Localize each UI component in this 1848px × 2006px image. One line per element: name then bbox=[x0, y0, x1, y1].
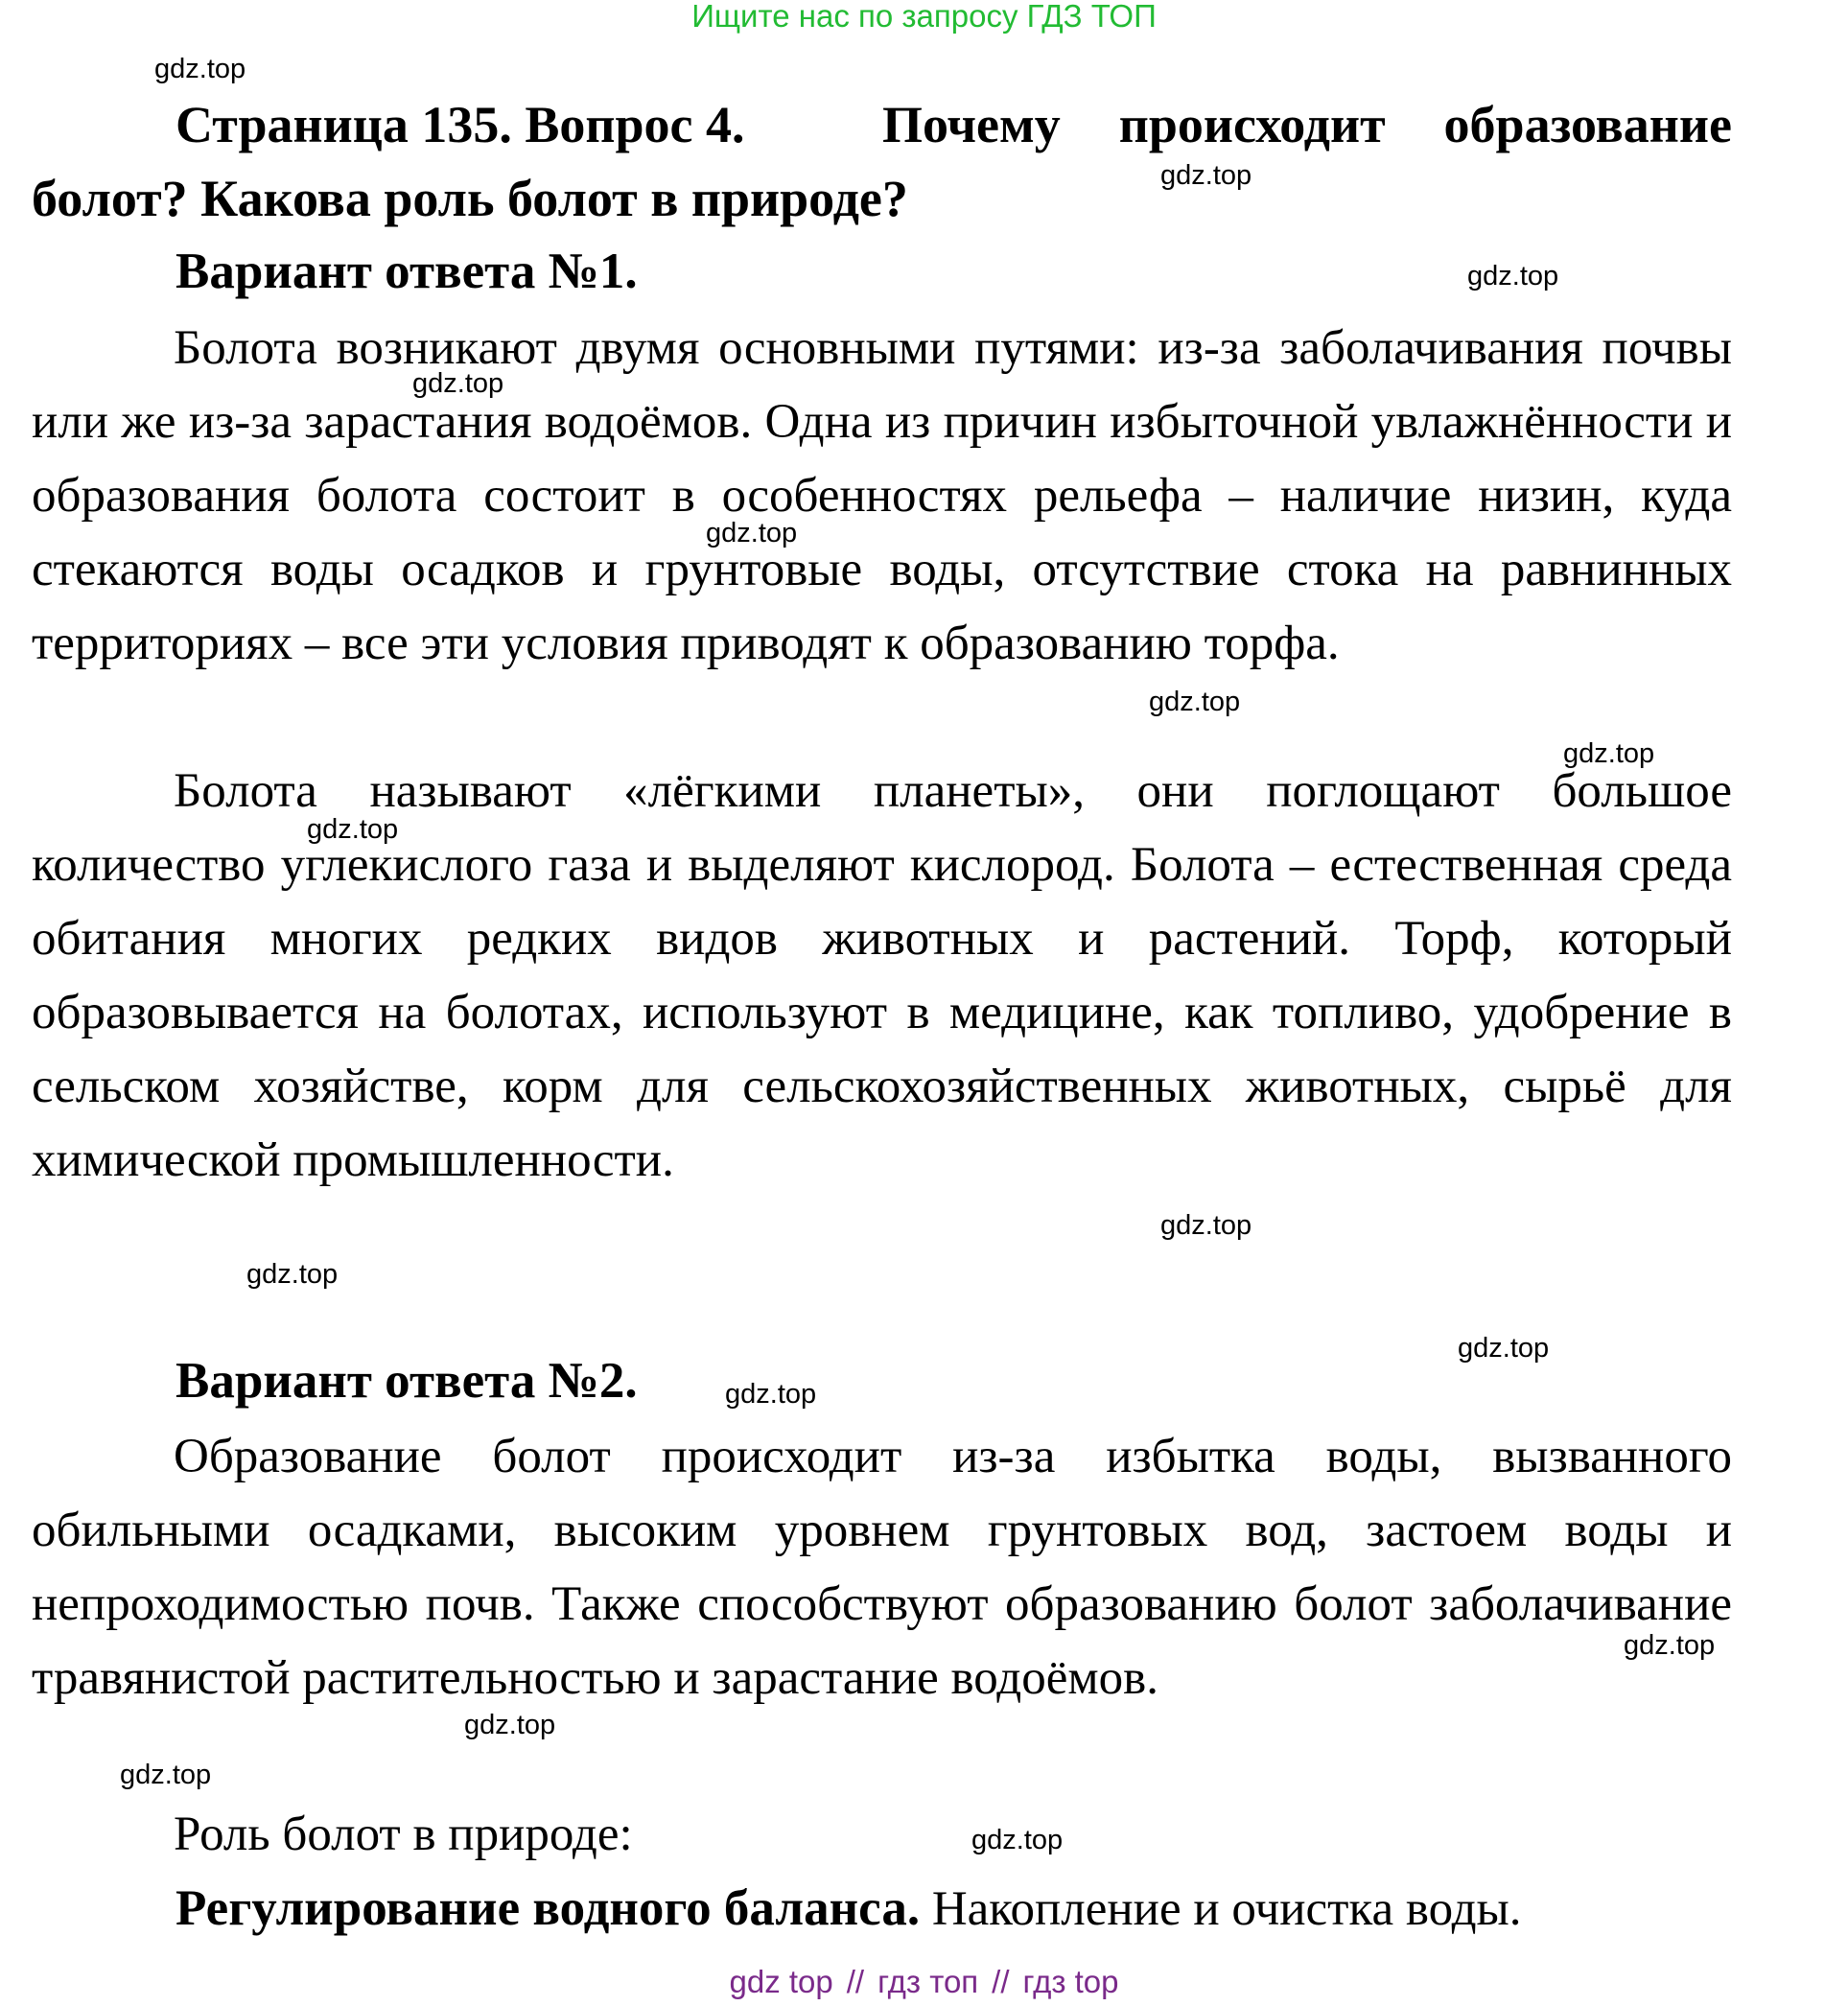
role-item-text: Накопление и очистка воды. bbox=[931, 1882, 1522, 1936]
top-banner[interactable]: Ищите нас по запросу ГДЗ ТОП bbox=[691, 0, 1157, 34]
footer-link-3[interactable]: гдз top bbox=[1022, 1964, 1119, 1999]
watermark: gdz.top bbox=[1160, 160, 1252, 191]
page-question-text: Почему происходит образование bbox=[882, 96, 1732, 153]
watermark: gdz.top bbox=[1458, 1333, 1550, 1364]
watermark: gdz.top bbox=[120, 1760, 212, 1790]
footer-link-1[interactable]: gdz top bbox=[729, 1964, 833, 1999]
watermark: gdz.top bbox=[412, 368, 504, 399]
watermark: gdz.top bbox=[1160, 1210, 1252, 1241]
variant-1-heading: Вариант ответа №1. bbox=[175, 244, 638, 299]
variant-1-paragraph-2: Болота называют «лёгкими планеты», они поглощают большое количество углекислого газа и выделяют кислород. Болота – естественная среда обитания многих редких видов животных и растений. Торф, который образовывается на болотах, используют в медицине, как топливо, удобрение в сельском хозяйстве, корм для сельскохозяйственных животных, сырьё для химической промышленности. bbox=[32, 764, 1732, 1187]
variant-2-heading: Вариант ответа №2. bbox=[175, 1353, 638, 1409]
watermark: gdz.top bbox=[725, 1379, 817, 1410]
watermark: gdz.top bbox=[1563, 738, 1655, 769]
footer-separator: // bbox=[992, 1964, 1010, 1999]
watermark: gdz.top bbox=[1149, 687, 1241, 717]
variant-2-paragraph-1: Образование болот происходит из-за избытка воды, вызванного обильными осадками, высоким уровнем грунтовых вод, застоем воды и непроходимостью почв. Также способствуют образованию болот заболачивание травянистой растительностью и зарастание водоёмов. bbox=[32, 1430, 1732, 1705]
footer-links bbox=[0, 1964, 1848, 2000]
role-item bbox=[175, 1872, 1522, 1947]
footer-separator: // bbox=[846, 1964, 865, 1999]
watermark: gdz.top bbox=[1467, 261, 1559, 292]
page-question-number: Страница 135. Вопрос 4. bbox=[175, 96, 745, 153]
watermark: gdz.top bbox=[154, 54, 246, 84]
role-item-title: Регулирование водного баланса. bbox=[175, 1880, 921, 1936]
watermark: gdz.top bbox=[246, 1259, 339, 1290]
watermark: gdz.top bbox=[464, 1710, 556, 1740]
watermark: gdz.top bbox=[307, 814, 399, 845]
footer-link-2[interactable]: гдз топ bbox=[877, 1964, 979, 1999]
variant-1-paragraph-1: Болота возникают двумя основными путями: из-за заболачивания почвы или же из-за зарастания водоёмов. Одна из причин избыточной увлажнённости и образования болота состоит в особенностях рельефа – наличие низин, куда стекаются воды осадков и грунтовые воды, отсутствие стока на равнинных территориях – все эти условия приводят к образованию торфа. bbox=[32, 321, 1732, 670]
watermark: gdz.top bbox=[971, 1825, 1064, 1855]
page-title-line1 bbox=[175, 88, 744, 162]
role-heading: Роль болот в природе: bbox=[174, 1808, 633, 1861]
watermark: gdz.top bbox=[706, 518, 798, 548]
page-title-line2: болот? Какова роль болот в природе? bbox=[32, 170, 908, 227]
watermark: gdz.top bbox=[1624, 1630, 1716, 1661]
